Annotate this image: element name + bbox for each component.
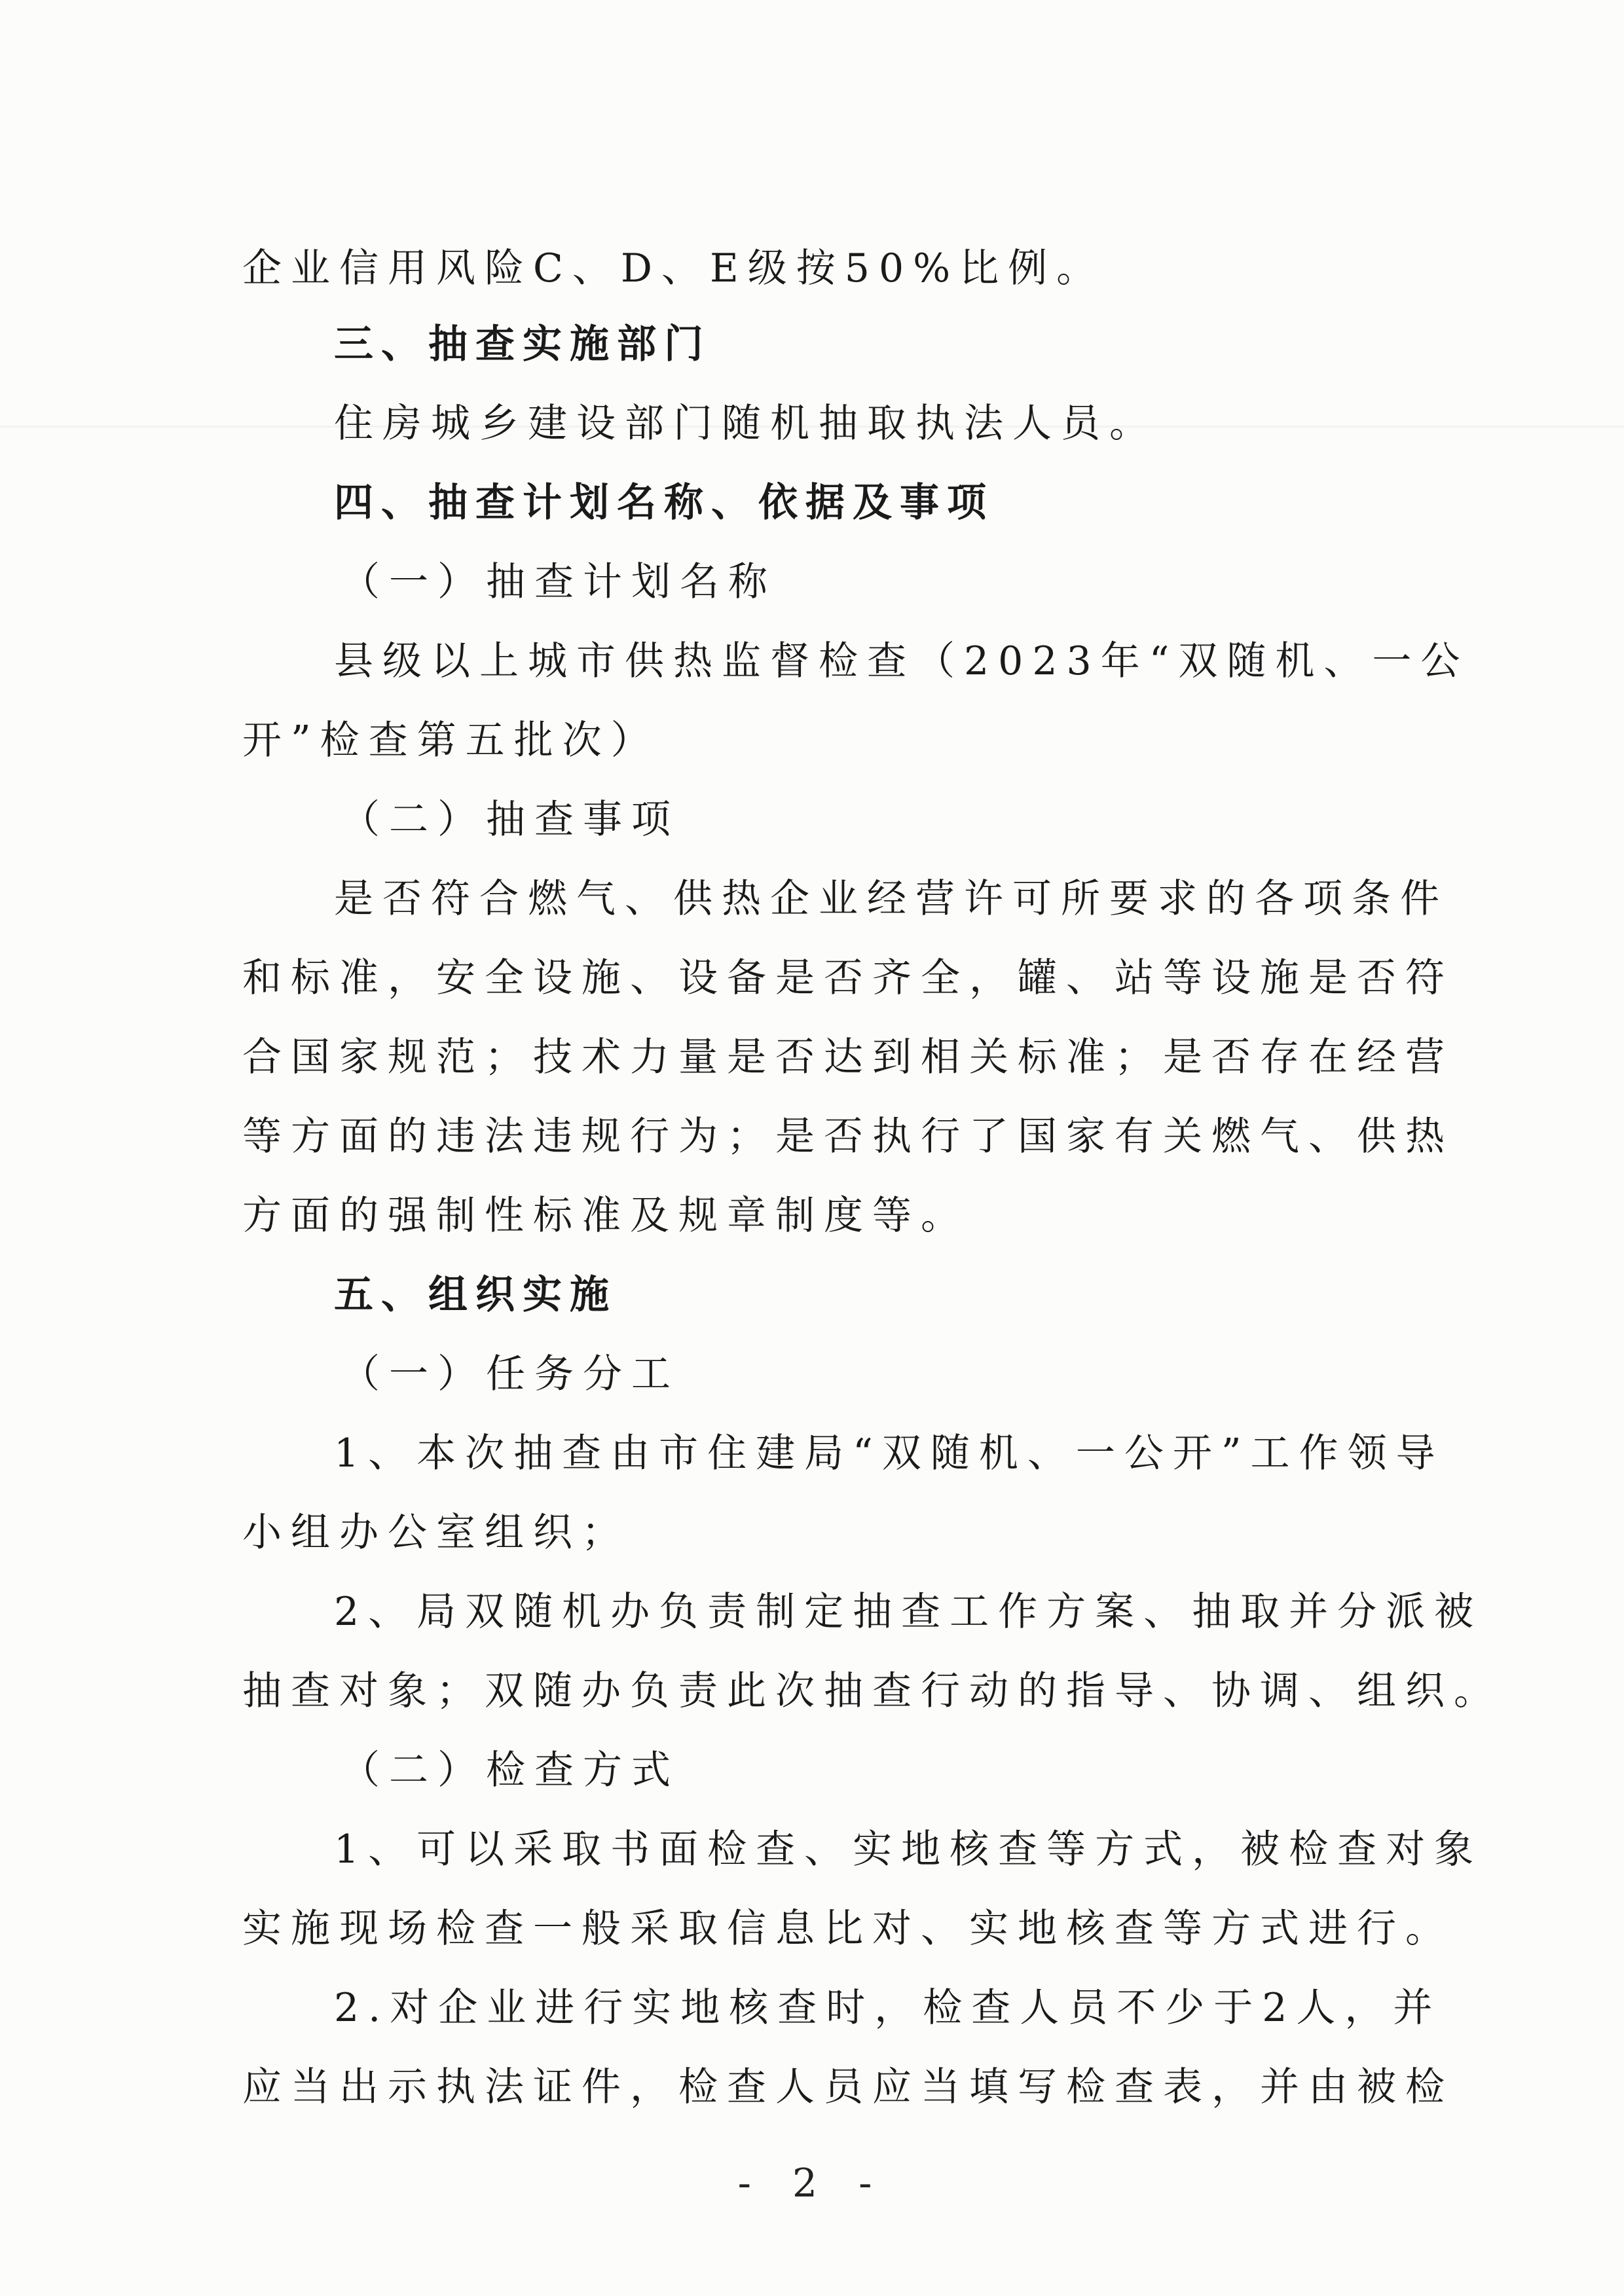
paragraph-line: 应当出示执法证件，检查人员应当填写检查表，并由被检 bbox=[242, 2064, 1454, 2110]
section-heading-3: 三、抽查实施部门 bbox=[334, 321, 711, 367]
page-number: - 2 - bbox=[737, 2160, 887, 2206]
paragraph-line: 和标准，安全设施、设备是否齐全，罐、站等设施是否符 bbox=[242, 955, 1454, 1001]
paragraph-line: 开”检查第五批次） bbox=[242, 718, 659, 763]
section-heading-4: 四、抽查计划名称、依据及事项 bbox=[334, 480, 994, 526]
paragraph-line: 2、局双随机办负责制定抽查工作方案、抽取并分派被 bbox=[334, 1589, 1483, 1635]
paragraph-line: 抽查对象；双随办负责此次抽查行动的指导、协调、组织。 bbox=[242, 1668, 1502, 1714]
paragraph-line: 县级以上城市供热监督检查（2023年“双随机、一公 bbox=[334, 638, 1469, 684]
sub-heading-task-division: （一）任务分工 bbox=[341, 1351, 680, 1397]
paragraph-line: 企业信用风险C、D、E级按50%比例。 bbox=[242, 246, 1105, 291]
paragraph-line: 小组办公室组织； bbox=[242, 1510, 630, 1556]
paragraph-line: 方面的强制性标准及规章制度等。 bbox=[242, 1193, 969, 1239]
paragraph-line: 2.对企业进行实地核查时，检查人员不少于2人，并 bbox=[334, 1985, 1442, 2031]
paragraph-line: 合国家规范；技术力量是否达到相关标准；是否存在经营 bbox=[242, 1034, 1454, 1080]
section-heading-5: 五、组织实施 bbox=[334, 1272, 617, 1318]
paragraph-line: 实施现场检查一般采取信息比对、实地核查等方式进行。 bbox=[242, 1906, 1454, 1952]
paragraph-line: 是否符合燃气、供热企业经营许可所要求的各项条件 bbox=[334, 876, 1449, 922]
paragraph-line: 1、本次抽查由市住建局“双随机、一公开”工作领导 bbox=[334, 1430, 1445, 1476]
paragraph-line: 等方面的违法违规行为；是否执行了国家有关燃气、供热 bbox=[242, 1114, 1454, 1159]
sub-heading-check-method: （二）检查方式 bbox=[341, 1747, 680, 1793]
sub-heading-check-items: （二）抽查事项 bbox=[341, 797, 680, 843]
sub-heading-plan-name: （一）抽查计划名称 bbox=[341, 559, 777, 605]
paragraph-line: 1、可以采取书面检查、实地核查等方式，被检查对象 bbox=[334, 1827, 1483, 1872]
paragraph-line: 住房城乡建设部门随机抽取执法人员。 bbox=[334, 401, 1158, 446]
